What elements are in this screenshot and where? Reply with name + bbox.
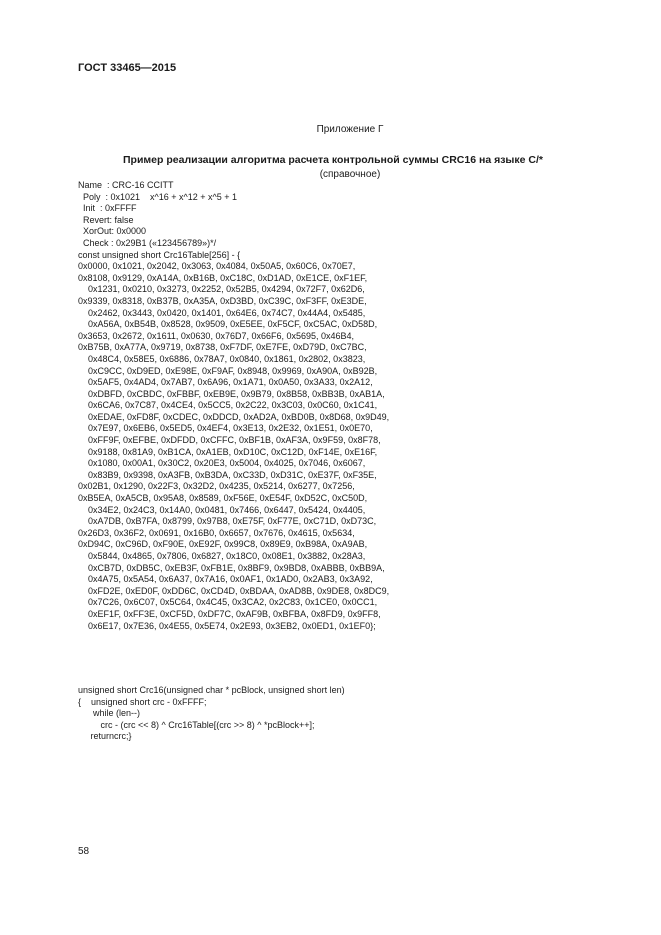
code-line: { unsigned short crc - 0xFFFF; bbox=[78, 696, 207, 707]
code-line: unsigned short Crc16(unsigned char * pcBlock, unsigned short len) bbox=[78, 685, 345, 695]
code-line: 0x1080, 0x00A1, 0x30C2, 0x20E3, 0x5004, 0x4025, 0x7046, 0x6067, bbox=[78, 458, 366, 469]
code-line: const unsigned short Crc16Table[256] - { bbox=[78, 249, 241, 260]
code-line: 0x6E17, 0x7E36, 0x4E55, 0x5E74, 0x2E93, 0x3EB2, 0x0ED1, 0x1EF0}; bbox=[78, 620, 376, 631]
code-line: 0x5844, 0x4865, 0x7806, 0x6827, 0x18C0, 0x08E1, 0x3882, 0x28A3, bbox=[78, 551, 366, 561]
code-line: 0x5AF5, 0x4AD4, 0x7AB7, 0x6A96, 0x1A71, 0x0A50, 0x3A33, 0x2A12, bbox=[78, 377, 373, 388]
code-line: 0x26D3, 0x36F2, 0x0691, 0x16B0, 0x6657, 0x7676, 0x4615, 0x5634, bbox=[78, 527, 355, 538]
code-line: 0xEF1F, 0xFF3E, 0xCF5D, 0xDF7C, 0xAF9B, 0xBFBA, 0x8FD9, 0x9FF8, bbox=[78, 608, 381, 619]
code-line: 0xA7DB, 0xB7FA, 0x8799, 0x97B8, 0xE75F, 0xF77E, 0xC71D, 0xD73C, bbox=[78, 516, 377, 527]
code-line: 0x48C4, 0x58E5, 0x6886, 0x78A7, 0x0840, 0x1861, 0x2802, 0x3823, bbox=[78, 353, 366, 364]
code-line: 0x9339, 0x8318, 0xB37B, 0xA35A, 0xD3BD, 0xC39C, 0xF3FF, 0xE3DE, bbox=[78, 295, 367, 306]
section-title: Пример реализации алгоритма расчета контрольной суммы CRC16 на языке С/* bbox=[123, 154, 543, 166]
code-line: 0xB75B, 0xA77A, 0x9719, 0x8738, 0xF7DF, 0xE7FE, 0xD79D, 0xC7BC, bbox=[78, 342, 367, 353]
code-line: 0x2462, 0x3443, 0x0420, 0x1401, 0x64E6, 0x74C7, 0x44A4, 0x5485, bbox=[78, 307, 366, 318]
code-line: 0x1231, 0x0210, 0x3273, 0x2252, 0x52B5, 0x4294, 0x72F7, 0x62D6, bbox=[78, 284, 365, 295]
code-line: 0x8108, 0x9129, 0xA14A, 0xB16B, 0xC18C, 0xD1AD, 0xE1CE, 0xF1EF, bbox=[78, 272, 368, 283]
code-line: 0x6CA6, 0x7C87, 0x4CE4, 0x5CC5, 0x2C22, 0x3C03, 0x0C60, 0x1C41, bbox=[78, 400, 378, 411]
crc16-function-code-block bbox=[78, 685, 648, 743]
code-line: Revert: false bbox=[78, 214, 134, 225]
appendix-subtitle: (справочное) bbox=[319, 169, 381, 180]
code-line: 0x02B1, 0x1290, 0x22F3, 0x32D2, 0x4235, 0x5214, 0x6277, 0x7256, bbox=[78, 481, 355, 492]
code-line: 0x4A75, 0x5A54, 0x6A37, 0x7A16, 0x0AF1, 0x1AD0, 0x2AB3, 0x3A92, bbox=[78, 574, 373, 585]
code-line: 0xB5EA, 0xA5CB, 0x95A8, 0x8589, 0xF56E, 0xE54F, 0xD52C, 0xC50D, bbox=[78, 493, 368, 504]
code-line: 0xDBFD, 0xCBDC, 0xFBBF, 0xEB9E, 0x9B79, 0x8B58, 0xBB3B, 0xAB1A, bbox=[78, 388, 385, 399]
code-line: 0xD94C, 0xC96D, 0xF90E, 0xE92F, 0x99C8, 0x89E9, 0xB98A, 0xA9AB, bbox=[78, 539, 368, 550]
code-line: Init : 0xFFFF bbox=[78, 203, 137, 214]
code-line: 0x83B9, 0x9398, 0xA3FB, 0xB3DA, 0xC33D, 0xD31C, 0xE37F, 0xF35E, bbox=[78, 469, 377, 480]
code-line: 0x7C26, 0x6C07, 0x5C64, 0x4C45, 0x3CA2, 0x2C83, 0x1CE0, 0x0CC1, bbox=[78, 597, 378, 608]
code-line: 0xFF9F, 0xEFBE, 0xDFDD, 0xCFFC, 0xBF1B, 0xAF3A, 0x9F59, 0x8F78, bbox=[78, 435, 381, 446]
code-line: 0xC9CC, 0xD9ED, 0xE98E, 0xF9AF, 0x8948, 0x9969, 0xA90A, 0xB92B, bbox=[78, 365, 378, 376]
code-line: 0x3653, 0x2672, 0x1611, 0x0630, 0x76D7, 0x66F6, 0x5695, 0x46B4, bbox=[78, 330, 355, 341]
code-line: crc - (crc << 8) ^ Crc16Table[(crc >> 8) ^ *pcBlock++]; bbox=[78, 719, 315, 730]
code-line: XorOut: 0x0000 bbox=[78, 226, 147, 237]
code-line: 0x7E97, 0x6EB6, 0x5ED5, 0x4EF4, 0x3E13, 0x2E32, 0x1E51, 0x0E70, bbox=[78, 423, 373, 434]
code-line: 0x0000, 0x1021, 0x2042, 0x3063, 0x4084, 0x50A5, 0x60C6, 0x70E7, bbox=[78, 261, 356, 272]
document-standard-header: ГОСТ 33465—2015 bbox=[78, 62, 177, 74]
page-number: 58 bbox=[78, 846, 90, 857]
code-line: returncrc;} bbox=[78, 731, 132, 742]
code-line: 0xFD2E, 0xED0F, 0xDD6C, 0xCD4D, 0xBDAA, 0xAD8B, 0x9DE8, 0x8DC9, bbox=[78, 585, 390, 596]
code-line: 0xCB7D, 0xDB5C, 0xEB3F, 0xFB1E, 0x8BF9, 0x9BD8, 0xABBB, 0xBB9A, bbox=[78, 562, 385, 573]
code-line: while (len--) bbox=[78, 708, 141, 719]
code-line: 0xEDAE, 0xFD8F, 0xCDEC, 0xDDCD, 0xAD2A, 0xBD0B, 0x8D68, 0x9D49, bbox=[78, 411, 390, 422]
code-line: Check : 0x29B1 («123456789»)*/ bbox=[78, 237, 217, 248]
code-line: 0x9188, 0x81A9, 0xB1CA, 0xA1EB, 0xD10C, 0xC12D, 0xF14E, 0xE16F, bbox=[78, 446, 378, 457]
code-line: Name : CRC-16 CCITT bbox=[78, 180, 174, 190]
code-line: 0xA56A, 0xB54B, 0x8528, 0x9509, 0xE5EE, 0xF5CF, 0xC5AC, 0xD58D, bbox=[78, 319, 378, 330]
code-line: Poly : 0x1021 x^16 + x^12 + x^5 + 1 bbox=[78, 191, 238, 202]
crc-table-code-block bbox=[78, 180, 648, 632]
appendix-title: Приложение Г bbox=[316, 124, 384, 135]
code-line: 0x34E2, 0x24C3, 0x14A0, 0x0481, 0x7466, 0x6447, 0x5424, 0x4405, bbox=[78, 504, 366, 515]
